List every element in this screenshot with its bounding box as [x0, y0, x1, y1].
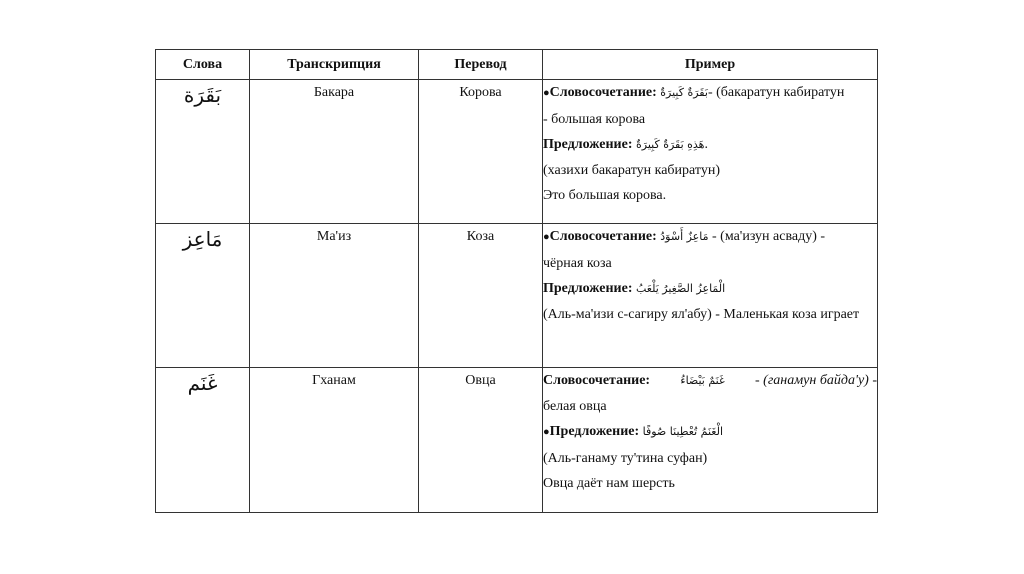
header-transcription: Транскрипция — [250, 50, 419, 80]
phrase-arabic: بَقَرَةٌ كَبِيرَةٌ — [660, 86, 708, 99]
transcription-cell: Бакара — [250, 80, 419, 224]
arabic-word — [156, 368, 250, 513]
sentence-line — [543, 419, 877, 446]
phrase-line — [543, 224, 877, 251]
translation-cell: Корова — [419, 80, 543, 224]
sentence-label: Предложение: — [549, 424, 640, 439]
phrase-label: Словосочетание: — [543, 373, 651, 388]
sentence-translation: Овца даёт нам шерсть — [543, 476, 675, 491]
phrase-translit: - (ма'изун асваду) - — [712, 229, 826, 244]
sentence-translit: (хазихи бакаратун кабиратун) — [543, 162, 720, 178]
header-example: Пример — [543, 50, 878, 80]
bullet-icon: ● — [543, 426, 550, 438]
arabic-word-text: بَقَرَة — [183, 83, 222, 107]
phrase-translit: - (ганамун байда'у) - — [755, 373, 877, 388]
arabic-word — [156, 224, 250, 368]
phrase-line — [543, 368, 877, 394]
example-cell — [543, 224, 878, 368]
sentence-translation: Это большая корова. — [543, 188, 667, 203]
example-cell — [543, 368, 878, 513]
sentence-arabic: هَذِهِ بَقَرَةٌ كَبِيرَةٌ — [635, 138, 705, 151]
phrase-translation: - большая корова — [543, 111, 646, 127]
phrase-label: Словосочетание: — [549, 85, 657, 100]
header-translation: Перевод — [419, 50, 543, 80]
table-row — [156, 368, 878, 513]
sentence-arabic: الْمَاعِزُ الصَّغِيرُ يَلْعَبُ — [635, 282, 726, 295]
sentence-label: Предложение: — [543, 137, 633, 152]
translation-cell: Овца — [419, 368, 543, 513]
sentence-end: . — [704, 137, 708, 152]
sentence-line — [543, 276, 877, 302]
sentence-line — [543, 132, 877, 158]
arabic-word-text: غَنَم — [187, 371, 218, 395]
phrase-translation: чёрная коза — [543, 255, 612, 271]
phrase-line — [543, 80, 877, 107]
transcription-cell: Гханам — [250, 368, 419, 513]
phrase-label: Словосочетание: — [549, 229, 657, 244]
sentence-arabic: الْغَنَمُ تُعْطِينَا صُوفًا — [642, 425, 724, 438]
phrase-translation: белая овца — [543, 398, 607, 414]
sentence-translit: (Аль-ма'изи с-сагиру ял'абу) - Маленькая коза играет — [543, 306, 860, 322]
sentence-label: Предложение: — [543, 281, 633, 296]
arabic-word — [156, 80, 250, 224]
bullet-icon: ● — [543, 231, 550, 243]
sentence-translit: (Аль-ганаму ту'тина суфан) — [543, 450, 708, 466]
table-row — [156, 224, 878, 368]
translation-cell: Коза — [419, 224, 543, 368]
vocabulary-table — [155, 49, 878, 513]
phrase-arabic: مَاعِزٌ أَسْوَدُ — [660, 230, 709, 243]
transcription-cell: Ма'из — [250, 224, 419, 368]
bullet-icon: ● — [543, 87, 550, 99]
phrase-translit: - (бакаратун кабиратун — [707, 85, 845, 100]
arabic-word-text: مَاعِز — [182, 227, 223, 251]
table-header-row — [156, 50, 878, 80]
header-words: Слова — [156, 50, 250, 80]
table-row — [156, 80, 878, 224]
phrase-arabic: غَنَمٌ بَيْضَاءُ — [680, 374, 725, 387]
example-cell — [543, 80, 878, 224]
